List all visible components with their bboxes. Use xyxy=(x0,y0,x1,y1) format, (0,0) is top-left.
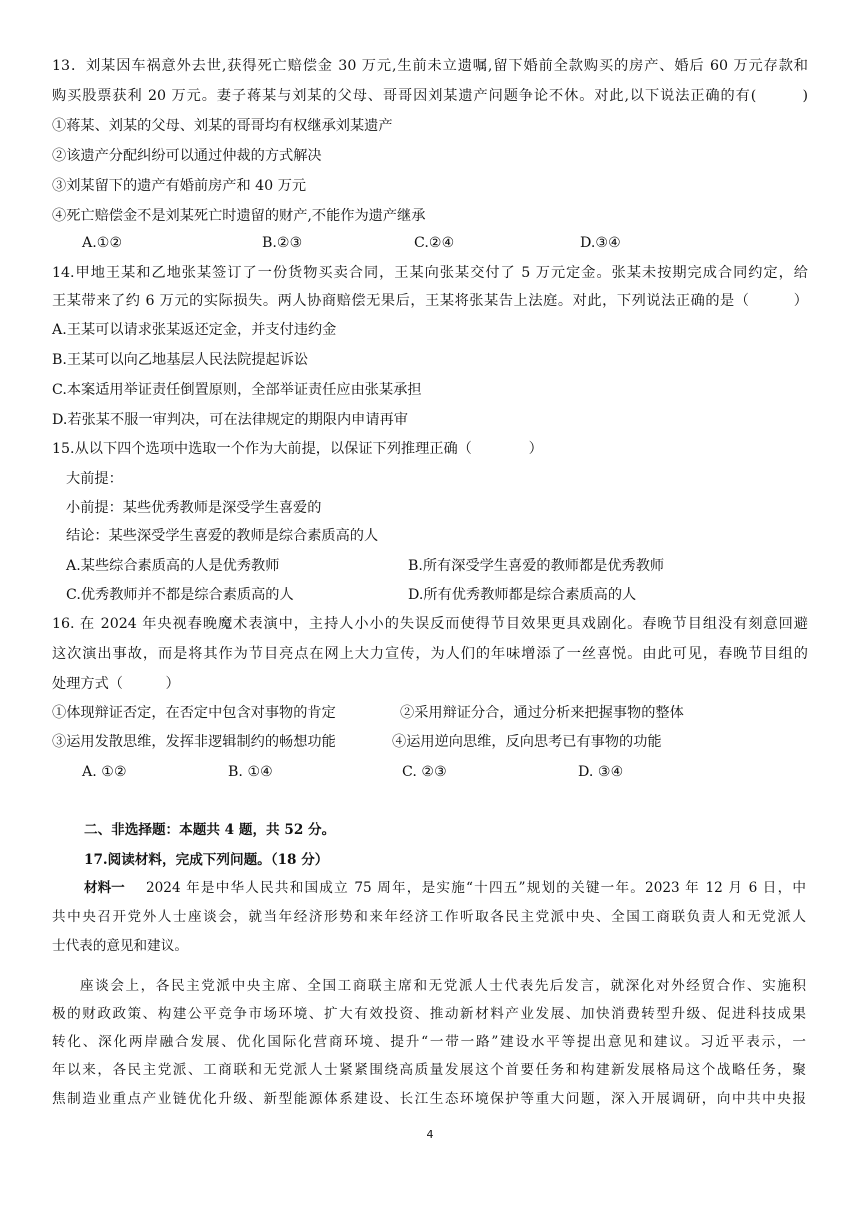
paragraph-2-line1: 座谈会上，各民主党派中央主席、全国工商联主席和无党派人士代表先后发言，就深化对外经贸合作、实施积 xyxy=(80,978,806,994)
q16-statement-4: ④运用逆向思维，反向思考已有事物的功能 xyxy=(392,734,662,750)
q13-option-a: A.①② xyxy=(82,235,123,251)
q15-conclusion: 结论：某些深受学生喜爱的教师是综合素质高的人 xyxy=(66,528,379,544)
q15-option-c: C.优秀教师并不都是综合素质高的人 xyxy=(66,587,294,603)
q16-statement-1: ①体现辩证否定，在否定中包含对事物的肯定 xyxy=(52,705,336,721)
q17-heading: 17.阅读材料，完成下列问题。（18 分） xyxy=(84,852,329,868)
q16-option-a: A. ①② xyxy=(82,764,127,780)
q16-stem-line1: 16. 在 2024 年央视春晚魔术表演中，主持人小小的失误反而使得节目效果更具戏剧化。春晚节目组没有刻意回避 xyxy=(52,616,808,632)
q14-option-d: D.若张某不服一审判决，可在法律规定的期限内申请再审 xyxy=(52,412,408,428)
q15-stem: 15.从以下四个选项中选取一个作为大前提，以保证下列推理正确（ ） xyxy=(52,441,543,457)
q13-option-b: B.②③ xyxy=(262,235,303,251)
q15-option-a: A.某些综合素质高的人是优秀教师 xyxy=(66,558,280,574)
q16-statement-2: ②采用辩证分合，通过分析来把握事物的整体 xyxy=(400,705,684,721)
q14-option-c: C.本案适用举证责任倒置原则，全部举证责任应由张某承担 xyxy=(52,382,422,398)
q16-statement-3: ③运用发散思维，发挥非逻辑制约的畅想功能 xyxy=(52,734,336,750)
q13-statement-4: ④死亡赔偿金不是刘某死亡时遗留的财产,不能作为遗产继承 xyxy=(52,208,426,224)
q13-option-c: C.②④ xyxy=(414,235,455,251)
material-1-line3: 士代表的意见和建议。 xyxy=(52,938,188,954)
q15-minor-premise: 小前提：某些优秀教师是深受学生喜爱的 xyxy=(66,500,322,516)
q14-stem-line1: 14.甲地王某和乙地张某签订了一份货物买卖合同，王某向张某交付了 5 万元定金。张某未按期完成合同约定，给 xyxy=(52,265,808,281)
q13-option-d: D.③④ xyxy=(580,235,621,251)
q14-option-b: B.王某可以向乙地基层人民法院提起诉讼 xyxy=(52,352,309,368)
q13-statement-1: ①蒋某、刘某的父母、刘某的哥哥均有权继承刘某遗产 xyxy=(52,118,393,134)
q16-stem-line3: 处理方式（ ） xyxy=(52,676,180,692)
paragraph-2-line5: 焦制造业重点产业链优化升级、新型能源体系建设、长江生态环境保护等重大问题，深入开展调研，向中共中央报 xyxy=(52,1091,806,1107)
q15-major-premise: 大前提： xyxy=(66,471,123,487)
q14-stem-line2: 王某带来了约 6 万元的实际损失。两人协商赔偿无果后，王某将张某告上法庭。对此，下列说法正确的是（ ） xyxy=(52,293,808,309)
material-1-line1: 2024 年是中华人民共和国成立 75 周年，是实施“十四五”规划的关键一年。2023 年 12 月 6 日，中 xyxy=(146,880,806,896)
page-number: 4 xyxy=(426,1128,434,1141)
section2-heading: 二、非选择题：本题共 4 题，共 52 分。 xyxy=(84,822,336,838)
q15-option-d: D.所有优秀教师都是综合素质高的人 xyxy=(408,587,637,603)
paragraph-2-line2: 极的财政政策、构建公平竞争市场环境、扩大有效投资、推动新材料产业发展、加快消费转型升级、促进科技成果 xyxy=(52,1006,806,1022)
q13-stem-line1: 13．刘某因车祸意外去世,获得死亡赔偿金 30 万元,生前未立遗嘱,留下婚前全款购买的房产、婚后 60 万元存款和 xyxy=(52,58,808,74)
q16-stem-line2: 这次演出事故，而是将其作为节目亮点在网上大力宣传，为人们的年味增添了一丝喜悦。由此可见，春晚节目组的 xyxy=(52,646,808,662)
q13-statement-2: ②该遗产分配纠纷可以通过仲裁的方式解决 xyxy=(52,148,322,164)
q13-statement-3: ③刘某留下的遗产有婚前房产和 40 万元 xyxy=(52,178,307,194)
q16-option-c: C. ②③ xyxy=(402,764,447,780)
q14-option-a: A.王某可以请求张某返还定金，并支付违约金 xyxy=(52,322,337,338)
q13-stem-line2: 购买股票获利 20 万元。妻子蒋某与刘某的父母、哥哥因刘某遗产问题争论不休。对此,以下说法正确的有( ) xyxy=(52,88,808,104)
q16-option-d: D. ③④ xyxy=(578,764,624,780)
q15-option-b: B.所有深受学生喜爱的教师都是优秀教师 xyxy=(408,558,665,574)
material-1-line2: 共中央召开党外人士座谈会，就当年经济形势和来年经济工作听取各民主党派中央、全国工商联负责人和无党派人 xyxy=(52,909,806,925)
material-1-label: 材料一 xyxy=(84,880,125,896)
q16-option-b: B. ①④ xyxy=(228,764,273,780)
paragraph-2-line3: 转化、深化两岸融合发展、优化国际化营商环境、提升“一带一路”建设水平等提出意见和建议。习近平表示，一 xyxy=(52,1034,806,1050)
paragraph-2-line4: 年以来，各民主党派、工商联和无党派人士紧紧围绕高质量发展这个首要任务和构建新发展格局这个战略任务，聚 xyxy=(52,1062,806,1078)
